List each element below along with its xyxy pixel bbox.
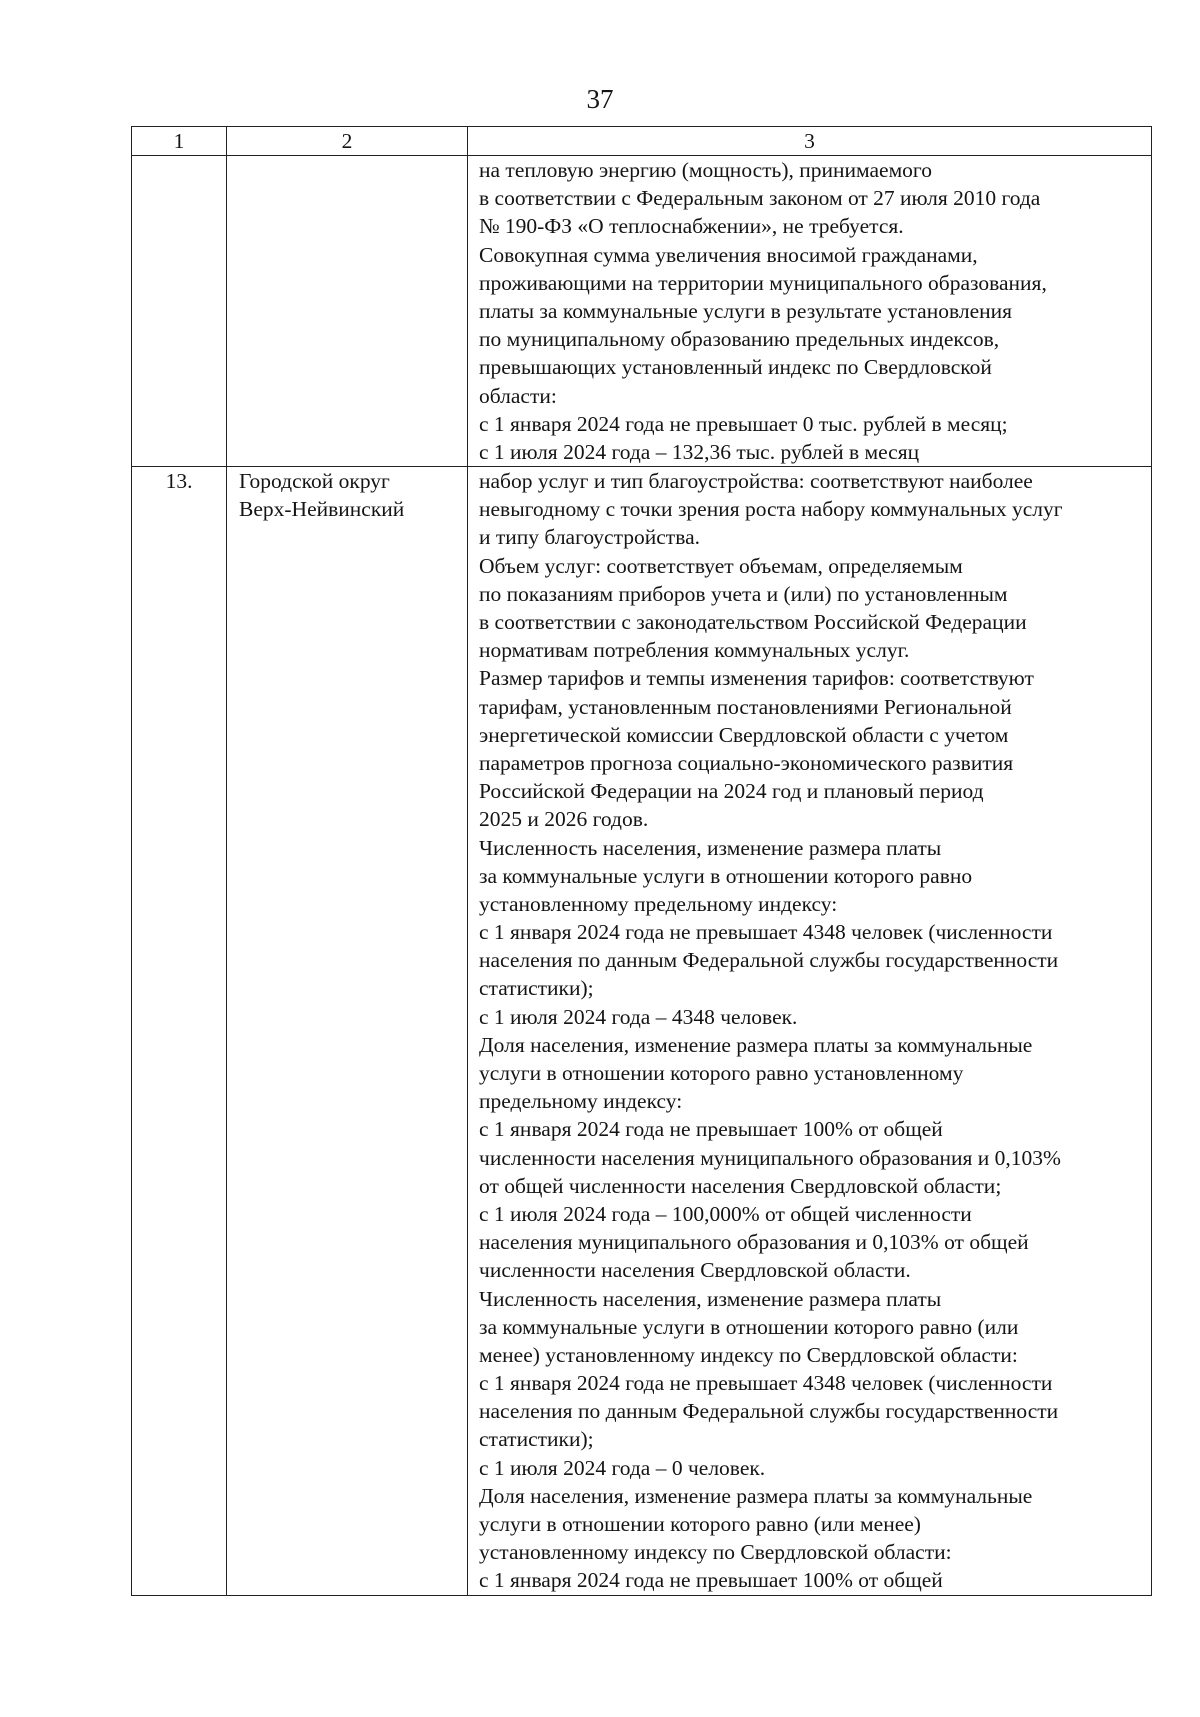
org-name-line-1: Городской округ [239, 469, 390, 494]
row-13-text-line: от общей численности населения Свердловской области; [479, 1173, 1002, 1198]
row-13-text-line: услуги в отношении которого равно (или менее) [479, 1512, 921, 1536]
continued-text-line: в соответствии с Федеральным законом от 27 июля 2010 года [479, 186, 1041, 211]
row-13-text-line: с 1 января 2024 года не превышает 4348 человек (численности [479, 920, 1053, 945]
header-cell-3: 3 [468, 127, 1152, 156]
header-cell-1: 1 [132, 127, 227, 156]
continued-text-cell [468, 156, 1152, 467]
continued-number-cell [132, 156, 227, 467]
row-13-text-line: Размер тарифов и темпы изменения тарифов: соответствуют [479, 666, 1034, 691]
row-13-text-line: в соответствии с законодательством Российской Федерации [479, 610, 1027, 634]
continued-text-line: № 190-ФЗ «О теплоснабжении», не требуется. [479, 214, 904, 239]
continued-text-line: Совокупная сумма увеличения вносимой гражданами, [479, 242, 978, 267]
row-13-text-line: невыгодному с точки зрения роста набору коммунальных услуг [479, 497, 1063, 522]
row-13-text-line: Численность населения, изменение размера платы [479, 835, 942, 860]
continued-text-line: области: [479, 383, 557, 408]
page-number: 37 [586, 84, 614, 114]
row-13-text-line: менее) установленному индексу по Свердловской области: [479, 1342, 1018, 1367]
continued-org-cell [227, 156, 468, 467]
header-cell-2: 2 [227, 127, 468, 156]
row-13-text-line: с 1 января 2024 года не превышает 4348 человек (численности [479, 1371, 1053, 1396]
row-13-text-line: установленному предельному индексу: [479, 891, 838, 916]
row-13-text-line: с 1 июля 2024 года – 4348 человек. [479, 1004, 798, 1029]
row-13-text-line: параметров прогноза социально-экономического развития [479, 750, 1014, 775]
continued-text-line: по муниципальному образованию предельных индексов, [479, 327, 1000, 352]
row-13-text-line: и типу благоустройства. [479, 525, 700, 550]
row-13-text-line: предельному индексу: [479, 1089, 683, 1114]
row-13-text-line: Доля населения, изменение размера платы за коммунальные [479, 1032, 1033, 1057]
continued-text-line: платы за коммунальные услуги в результате установления [479, 298, 1013, 323]
row-13-text-line: статистики); [479, 976, 594, 1001]
row-13-text-line: нормативам потребления коммунальных услуг. [479, 638, 910, 663]
row-13-text-line: Численность населения, изменение размера платы [479, 1286, 942, 1311]
row-13-text-line: услуги в отношении которого равно установленному [479, 1061, 964, 1085]
row-13-text-cell [468, 467, 1152, 1596]
document-table [131, 126, 1152, 1596]
continued-text-line: с 1 января 2024 года не превышает 0 тыс. рублей в месяц; [479, 411, 1008, 436]
row-13-text-line: тарифам, установленным постановлениями Региональной [479, 694, 1012, 719]
row-number: 13. [165, 469, 193, 494]
org-name-line-2: Верх-Нейвинский [239, 497, 405, 522]
row-13-text-line: с 1 июля 2024 года – 100,000% от общей численности [479, 1201, 972, 1226]
row-13-text-line: численности населения муниципального образования и 0,103% [479, 1145, 1061, 1170]
row-number-cell [132, 467, 227, 1596]
row-13-text-line: с 1 июля 2024 года – 0 человек. [479, 1455, 766, 1480]
row-13-text-line: Объем услуг: соответствует объемам, определяемым [479, 553, 963, 578]
continued-text-line: проживающими на территории муниципального образования, [479, 270, 1047, 295]
row-13-text-line: энергетической комиссии Свердловской области с учетом [479, 722, 1009, 747]
row-13-text-line: установленному индексу по Свердловской области: [479, 1540, 952, 1565]
row-13-text-line: Российской Федерации на 2024 год и плановый период [479, 779, 984, 804]
table-row-13 [132, 467, 1152, 1596]
continued-text-line: превышающих установленный индекс по Свердловской [479, 355, 992, 380]
row-13-text-line: набор услуг и тип благоустройства: соответствуют наиболее [479, 469, 1033, 494]
row-13-text-line: численности населения Свердловской области. [479, 1258, 911, 1283]
row-13-text-line: населения муниципального образования и 0,103% от общей [479, 1230, 1029, 1255]
row-13-text-line: населения по данным Федеральной службы государственности [479, 948, 1059, 973]
row-13-text-line: 2025 и 2026 годов. [479, 807, 649, 832]
row-13-text-line: Доля населения, изменение размера платы за коммунальные [479, 1483, 1033, 1508]
org-name-cell [227, 467, 468, 1596]
row-13-text-line: по показаниям приборов учета и (или) по установленным [479, 581, 1008, 606]
table-row-continued [132, 156, 1152, 467]
row-13-text-line: за коммунальные услуги в отношении которого равно (или [479, 1314, 1019, 1339]
row-13-text-line: населения по данным Федеральной службы государственности [479, 1399, 1059, 1424]
continued-text-line: с 1 июля 2024 года – 132,36 тыс. рублей в месяц [479, 439, 920, 464]
continued-text-line: на тепловую энергию (мощность), принимаемого [479, 158, 932, 182]
row-13-text-line: статистики); [479, 1427, 594, 1452]
row-13-text-line: с 1 января 2024 года не превышает 100% от общей [479, 1568, 943, 1593]
row-13-text-line: за коммунальные услуги в отношении которого равно [479, 863, 973, 888]
table-header-row [132, 127, 1152, 156]
row-13-text-line: с 1 января 2024 года не превышает 100% от общей [479, 1117, 943, 1142]
